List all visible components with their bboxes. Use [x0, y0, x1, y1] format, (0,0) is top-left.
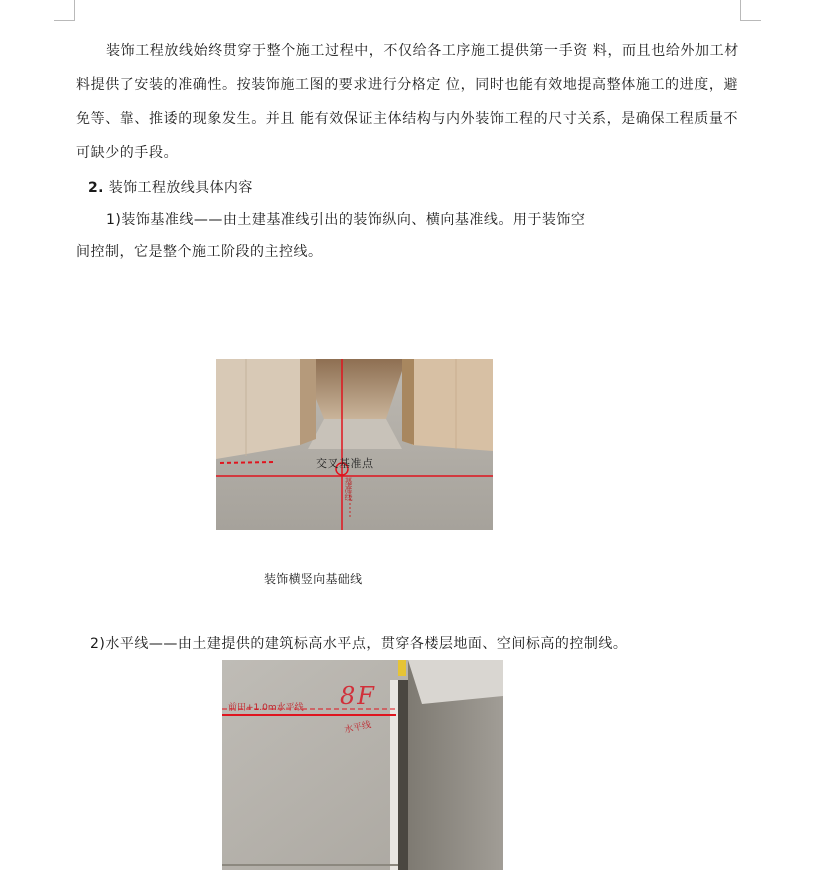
figure2-photo [222, 660, 503, 870]
item2-line1: 2)水平线——由土建提供的建筑标高水平点，贯穿各楼层地面、空间标高的控制线。 [90, 636, 628, 652]
page-corner-mark-right [740, 0, 761, 21]
vertical-line-annotation: 基准线 [344, 477, 353, 501]
section-title: 装饰工程放线具体内容 [108, 180, 253, 196]
item1-line2: 间控制，它是整个施工阶段的主控线。 [76, 244, 323, 260]
intro-paragraph: 装饰工程放线始终贯穿于整个施工过程中，不仅给各工序施工提供第一手资 料，而且也给外加工材料提供了安装的准确性。按装饰施工图的要求进行分格定 位，同时也能有效地提高整体施工的进度，避免等、靠、推诿的现象发生。并且 能有效保证主体结构与内外装饰工程的尺寸关系，是确保工程质量不可缺少的手段。 [76, 43, 739, 161]
figure1-caption: 装饰横竖向基础线 [264, 572, 363, 586]
page-corner-mark-left [54, 0, 75, 21]
figure1-photo [216, 359, 493, 530]
cross-point-annotation: 交叉基准点 [316, 457, 374, 470]
section-heading [88, 176, 253, 200]
floor-marker: 8F [340, 682, 376, 710]
section-number: 2. [88, 180, 104, 196]
level-side-label: 水平线 [343, 720, 373, 736]
level-line-label: 前田+1.0m水平线 [228, 703, 304, 713]
item1-line1: 1)装饰基准线——由土建基准线引出的装饰纵向、横向基准线。用于装饰空 [106, 212, 586, 228]
